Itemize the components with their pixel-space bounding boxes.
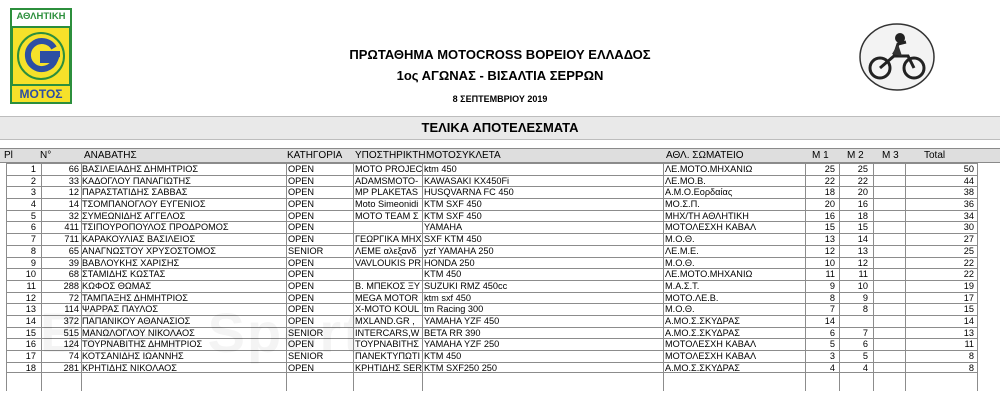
table-row [6,233,977,245]
cell-sponsor: ΜΟΤΟ ΤΕΑΜ Σ [355,210,419,221]
table-row [6,303,977,315]
cell-num: 515 [63,327,79,338]
cell-total: 30 [963,222,974,233]
cell-m1: 6 [829,327,835,338]
cell-club: ΛΕ.ΜΟΤΟ.ΜΗΧΑΝΙΩ [665,164,753,174]
cell-sponsor: MOTO PROJEC [355,164,422,174]
cell-m1: 16 [824,210,835,221]
cell-category: SENIOR [288,245,324,256]
table-row [6,350,977,362]
cell-num: 411 [64,222,79,233]
cell-m2: 9 [862,292,868,303]
cell-rider: ΒΑΣΙΛΕΙΑΔΗΣ ΔΗΜΗΤΡΙΟΣ [82,164,199,174]
cell-rider: ΨΑΡΡΑΣ ΠΑΥΛΟΣ [82,304,159,315]
results-table [6,163,977,373]
cell-m2: 13 [857,245,868,256]
cell-bike: HUSQVARNA FC 450 [424,187,514,198]
cell-club: ΜΟ.Σ.Π. [665,199,700,210]
grid-line [81,163,82,391]
cell-club: ΜΗΧ/ΤΗ ΑΘΛΗΤΙΚΗ [665,210,749,221]
cell-m1: 3 [829,351,835,361]
grid-line [663,163,664,391]
grid-line [805,163,806,391]
table-row [6,245,977,257]
event-date: 8 ΣΕΠΤΕΜΒΡΙΟΥ 2019 [452,94,548,104]
cell-club: ΜΟΤΟΛΕΣΧΗ ΚΑΒΑΛ [665,351,757,361]
cell-club: Α.ΜΟ.Σ.ΣΚΥΔΡΑΣ [665,315,740,326]
cell-m2: 7 [862,327,868,338]
cell-category: OPEN [288,234,315,245]
cell-category: SENIOR [288,351,324,361]
cell-club: Μ.Ο.Θ. [665,304,695,315]
cell-m2: 22 [857,175,868,186]
cell-num: 372 [63,315,79,326]
col-bike: ΜΟΤΟΣΥΚΛΕΤΑ [426,150,501,161]
cell-rider: ΚΩΦΟΣ ΘΩΜΑΣ [82,280,152,291]
cell-total: 34 [963,210,974,221]
cell-total: 36 [963,199,974,210]
cell-pos: 9 [30,257,36,268]
table-row [6,175,977,187]
cell-pos: 1 [30,164,36,174]
cell-m2: 15 [857,222,868,233]
cell-m1: 7 [829,304,835,315]
cell-sponsor: ΤΟΥΡΝΑΒΙΤΗΣ [355,339,419,350]
cell-m2: 11 [858,269,868,280]
cell-m1: 11 [825,269,835,280]
cell-total: 22 [963,269,974,280]
table-row [6,221,977,233]
cell-bike: ktm sxf 450 [424,292,471,303]
col-category: ΚΑΤΗΓΟΡΙΑ [287,150,343,161]
col-rider: ΑΝΑΒΑΤΗΣ [84,150,137,161]
grid-line [422,163,423,391]
cell-pos: 11 [26,280,36,291]
cell-m2: 14 [857,234,868,245]
cell-total: 38 [963,187,974,198]
cell-m1: 25 [824,164,835,174]
page-subtitle: 1ος ΑΓΩΝΑΣ - ΒΙΣΑΛΤΙΑ ΣΕΡΡΩΝ [396,68,604,83]
table-row [6,327,977,339]
table-row [6,280,977,292]
col-m2: Μ 2 [847,150,864,161]
cell-m1: 15 [824,222,835,233]
cell-sponsor: ΚΡΗΤΙΔΗΣ SER [355,362,422,373]
cell-pos: 5 [30,210,36,221]
cell-m1: 13 [824,234,835,245]
cell-m1: 5 [829,339,835,350]
cell-category: OPEN [288,199,315,210]
cell-num: 74 [68,351,79,361]
cell-bike: YAMAHA YZF 250 [424,339,500,350]
grid-line [353,163,354,391]
col-pos: Pl [4,150,13,161]
cell-total: 50 [963,164,974,174]
table-row [6,315,977,327]
cell-category: OPEN [288,164,315,174]
cell-category: OPEN [288,222,315,233]
cell-total: 15 [963,304,974,315]
cell-pos: 14 [25,315,36,326]
cell-category: OPEN [288,304,315,315]
cell-club: Α.Μ.Ο.Εορδαίας [665,187,733,198]
cell-m2: 20 [857,187,868,198]
table-header [0,148,1000,163]
cell-rider: ΤΟΥΡΝΑΒΙΤΗΣ ΔΗΜΗΤΡΙΟΣ [82,339,203,350]
cell-rider: ΣΥΜΕΩΝΙΔΗΣ ΑΓΓΕΛΟΣ [82,210,186,221]
table-row [6,268,977,280]
cell-rider: ΚΟΤΣΑΝΙΔΗΣ ΙΩΑΝΝΗΣ [82,351,184,361]
cell-total: 11 [964,339,974,350]
cell-club: ΜΟΤΟΛΕΣΧΗ ΚΑΒΑΛ [665,222,757,233]
cell-m2: 18 [857,210,868,221]
cell-rider: ΠΑΠΑΝΙΚΟΥ ΑΘΑΝΑΣΙΟΣ [82,315,191,326]
cell-total: 44 [963,175,974,186]
cell-pos: 2 [30,175,36,186]
cell-pos: 16 [25,339,36,350]
cell-bike: KTM 450 [424,269,462,280]
col-total: Total [924,150,946,161]
cell-num: 72 [68,292,79,303]
col-m3: Μ 3 [882,150,899,161]
cell-pos: 12 [25,292,36,303]
col-m1: Μ 1 [812,150,829,161]
cell-bike: yzf YAMAHA 250 [424,245,494,256]
cell-sponsor: Moto Simeonidi [355,199,419,210]
cell-total: 14 [963,315,974,326]
cell-pos: 7 [30,234,36,245]
cell-category: OPEN [288,339,315,350]
table-row [6,210,977,222]
cell-sponsor: ΓΕΩΡΓΙΚΑ ΜΗΧ [355,234,422,245]
cell-num: 12 [68,187,79,198]
section-title: ΤΕΛΙΚΑ ΑΠΟΤΕΛΕΣΜΑΤΑ [421,120,579,135]
cell-num: 114 [64,304,79,315]
cell-total: 8 [968,351,974,361]
cell-bike: SUZUKI RMZ 450cc [424,280,508,291]
cell-pos: 10 [25,269,36,280]
cell-total: 25 [963,245,974,256]
cell-m1: 4 [829,362,835,373]
cell-club: ΛΕ.ΜΟ.Β. [665,175,706,186]
col-club: ΑΘΛ. ΣΩΜΑΤΕΙΟ [666,150,744,161]
cell-rider: ΚΑΡΑΚΟΥΛΙΑΣ ΒΑΣΙΛΕΙΟΣ [82,234,196,245]
grid-line [977,163,978,391]
cell-pos: 4 [30,199,36,210]
table-row [6,292,977,304]
cell-sponsor: INTERCARS,W [355,327,420,338]
cell-num: 14 [68,199,79,210]
table-row [6,198,977,210]
cell-club: Μ.Ο.Θ. [665,257,695,268]
table-row [6,257,977,269]
cell-category: OPEN [288,362,315,373]
cell-rider: ΒΑΒΛΟΥΚΗΣ ΧΑΡΙΣΗΣ [82,257,180,268]
cell-total: 19 [963,280,974,291]
table-row [6,362,977,374]
col-num: N° [40,150,52,161]
cell-sponsor: ΛΕΜΕ αλεξανδ [355,245,417,256]
cell-category: OPEN [288,292,315,303]
cell-m1: 14 [824,315,835,326]
cell-sponsor: Β. ΜΠΕΚΟΣ ΞΥ [355,280,420,291]
cell-bike: KAWASAKI KX450Fi [424,175,510,186]
cell-num: 281 [63,362,79,373]
cell-num: 711 [64,234,79,245]
cell-total: 8 [968,362,974,373]
cell-m1: 12 [824,245,835,256]
grid-line [41,163,42,391]
cell-bike: YAMAHA [424,222,463,233]
cell-category: OPEN [288,315,315,326]
cell-bike: BETA RR 390 [424,327,481,338]
grid-line [873,163,874,391]
cell-bike: ktm 450 [424,164,457,174]
logo-bottom-text: ΜΟΤΟΣ [19,87,63,101]
cell-bike: KTM 450 [424,351,462,361]
cell-pos: 13 [25,304,36,315]
cell-num: 33 [68,175,79,186]
cell-m2: 5 [862,351,868,361]
cell-bike: YAMAHA YZF 450 [424,315,500,326]
cell-bike: tm Racing 300 [424,304,484,315]
cell-pos: 17 [25,351,36,361]
grid-line [6,163,7,391]
cell-num: 66 [68,164,79,174]
cell-num: 39 [68,257,79,268]
cell-rider: ΤΑΜΠΑΞΗΣ ΔΗΜΗΤΡΙΟΣ [82,292,188,303]
cell-rider: ΚΑΔΟΓΛΟΥ ΠΑΝΑΓΙΩΤΗΣ [82,175,191,186]
cell-pos: 8 [30,245,36,256]
cell-num: 288 [63,280,79,291]
cell-rider: ΑΝΑΓΝΩΣΤΟΥ ΧΡΥΣΟΣΤΟΜΟΣ [82,245,216,256]
cell-m2: 12 [857,257,868,268]
cell-pos: 18 [25,362,36,373]
cell-club: Μ.Α.Σ.Τ. [665,280,700,291]
cell-m2: 6 [862,339,868,350]
cell-sponsor: VAVLOUKIS PR [355,257,422,268]
cell-m2: 16 [857,199,868,210]
cell-club: ΛΕ.Μ.Ε. [665,245,699,256]
table-row [6,163,977,175]
cell-m1: 8 [829,292,835,303]
cell-m1: 22 [824,175,835,186]
cell-total: 17 [963,292,974,303]
cell-category: OPEN [288,187,315,198]
cell-sponsor: ADAMSMOTO- [355,175,419,186]
cell-category: OPEN [288,175,315,186]
section-band [0,116,1000,140]
cell-m1: 20 [824,199,835,210]
cell-category: OPEN [288,210,315,221]
cell-rider: ΚΡΗΤΙΔΗΣ ΝΙΚΟΛΑΟΣ [82,362,177,373]
cell-m2: 8 [862,304,868,315]
cell-m2: 10 [857,280,868,291]
cell-club: ΜΟΤΟ.ΛΕ.Β. [665,292,719,303]
cell-bike: SXF KTM 450 [424,234,482,245]
cell-num: 32 [68,210,79,221]
cell-category: OPEN [288,269,315,280]
grid-line [839,163,840,391]
cell-rider: ΤΣΙΠΟΥΡΟΠΟΥΛΟΣ ΠΡΟΔΡΟΜΟΣ [82,222,229,233]
cell-num: 68 [68,269,79,280]
grid-line [286,163,287,391]
table-row [6,186,977,198]
cell-m2: 25 [857,164,868,174]
cell-club: Μ.Ο.Θ. [665,234,695,245]
cell-sponsor: ΠΑΝΕΚΤΥΠΩΤΙ [355,351,421,361]
page-title: ΠΡΩΤΑΘΗΜΑ MOTOCROSS ΒΟΡΕΙΟΥ ΕΛΛΑΔΟΣ [349,47,651,62]
cell-pos: 15 [25,327,36,338]
cell-club: Α.ΜΟ.Σ.ΣΚΥΔΡΑΣ [665,362,740,373]
cell-pos: 6 [30,222,36,233]
logo-top-text: ΑΘΛΗΤΙΚΗ [16,11,66,22]
cell-total: 27 [963,234,974,245]
cell-rider: ΜΑΝΩΛΟΓΛΟΥ ΝΙΚΟΛΑΟΣ [82,327,195,338]
cell-m1: 9 [829,280,835,291]
cell-total: 13 [963,327,974,338]
cell-sponsor: MP PLAKETAS [355,187,418,198]
cell-category: SENIOR [288,327,324,338]
cell-category: OPEN [288,257,315,268]
cell-club: Α.ΜΟ.Σ.ΣΚΥΔΡΑΣ [665,327,740,338]
cell-m1: 18 [824,187,835,198]
grid-line [905,163,906,391]
cell-sponsor: MXLAND.GR , [355,315,415,326]
cell-category: OPEN [288,280,315,291]
cell-rider: ΤΣΟΜΠΑΝΟΓΛΟΥ ΕΥΓΕΝΙΟΣ [82,199,206,210]
cell-sponsor: X-MOTO KOUL [355,304,420,315]
cell-bike: KTM SXF250 250 [424,362,498,373]
cell-sponsor: MEGA MOTOR [355,292,419,303]
cell-club: ΛΕ.ΜΟΤΟ.ΜΗΧΑΝΙΩ [665,269,753,280]
cell-num: 124 [63,339,79,350]
cell-bike: HONDA 250 [424,257,475,268]
cell-bike: KTM SXF 450 [424,199,482,210]
col-sponsor: ΥΠΟΣΤΗΡΙΚΤΗ [355,150,426,161]
cell-m1: 10 [824,257,835,268]
cell-pos: 3 [30,187,36,198]
cell-bike: KTM SXF 450 [424,210,482,221]
cell-rider: ΠΑΡΑΣΤΑΤΙΔΗΣ ΣΑΒΒΑΣ [82,187,188,198]
cell-club: ΜΟΤΟΛΕΣΧΗ ΚΑΒΑΛ [665,339,757,350]
cell-total: 22 [963,257,974,268]
cell-rider: ΣΤΑΜΙΔΗΣ ΚΩΣΤΑΣ [82,269,166,280]
cell-m2: 4 [862,362,868,373]
table-row [6,338,977,350]
cell-num: 65 [68,245,79,256]
